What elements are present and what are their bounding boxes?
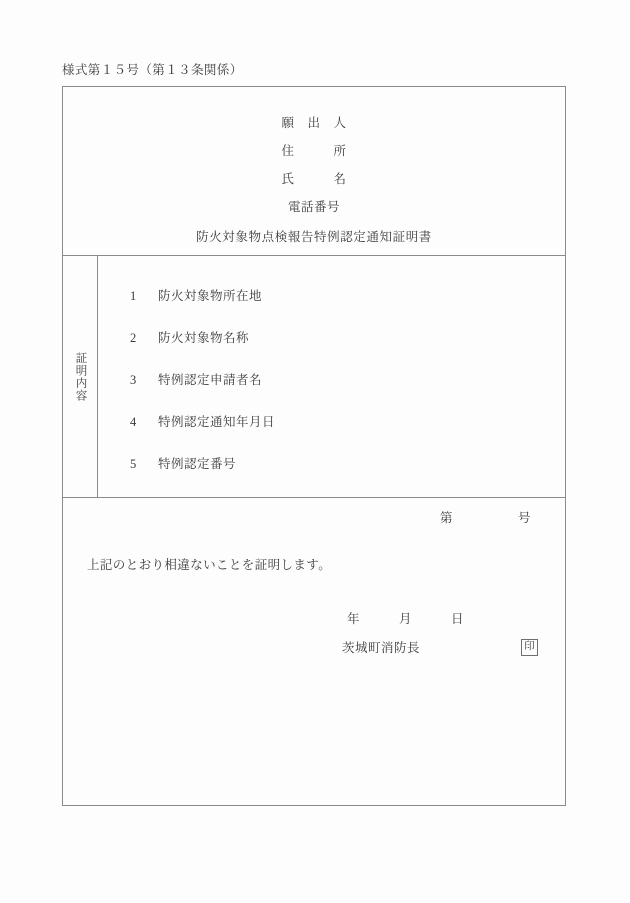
list-item [98, 412, 565, 454]
list-item-label: 防火対象物名称 [158, 331, 250, 345]
applicant-lines-group [63, 109, 565, 251]
footer-row [63, 498, 565, 805]
list-item-label: 特例認定申請者名 [158, 373, 263, 387]
form-number-heading: 様式第１５号（第１３条関係） [62, 63, 243, 77]
document-title: 防火対象物点検報告特例認定通知証明書 [196, 230, 432, 244]
list-item [98, 454, 565, 496]
date-field: 年 月 日 [347, 612, 465, 626]
certification-label-cell [63, 256, 98, 497]
signature-block [342, 638, 538, 656]
list-item-number: 5 [130, 457, 137, 471]
certification-content-row [63, 256, 565, 498]
certification-content-label: 証明内容 [74, 351, 87, 402]
list-item-label: 特例認定通知年月日 [158, 415, 276, 429]
list-item [98, 286, 565, 328]
certification-items-cell [98, 256, 565, 497]
list-item [98, 328, 565, 370]
list-item-number: 3 [130, 373, 137, 387]
applicant-label-name: 氏 名 [281, 172, 347, 186]
signer-title: 茨城町消防長 [342, 641, 421, 655]
certificate-number-field: 第 号 [439, 511, 531, 525]
certification-statement: 上記のとおり相違ないことを証明します。 [87, 558, 332, 572]
list-item-label: 特例認定番号 [158, 457, 237, 471]
applicant-label-address: 住 所 [281, 144, 347, 158]
certificate-form-table [62, 86, 566, 806]
list-item-number: 2 [130, 331, 137, 345]
list-item [98, 370, 565, 412]
list-item-label: 防火対象物所在地 [158, 289, 263, 303]
applicant-row [63, 87, 565, 256]
applicant-label-phone: 電話番号 [287, 200, 340, 214]
list-item-number: 1 [130, 289, 137, 303]
list-item-number: 4 [130, 415, 137, 429]
seal-stamp-box: 印 [521, 639, 538, 656]
applicant-label-person: 願 出 人 [281, 116, 347, 130]
